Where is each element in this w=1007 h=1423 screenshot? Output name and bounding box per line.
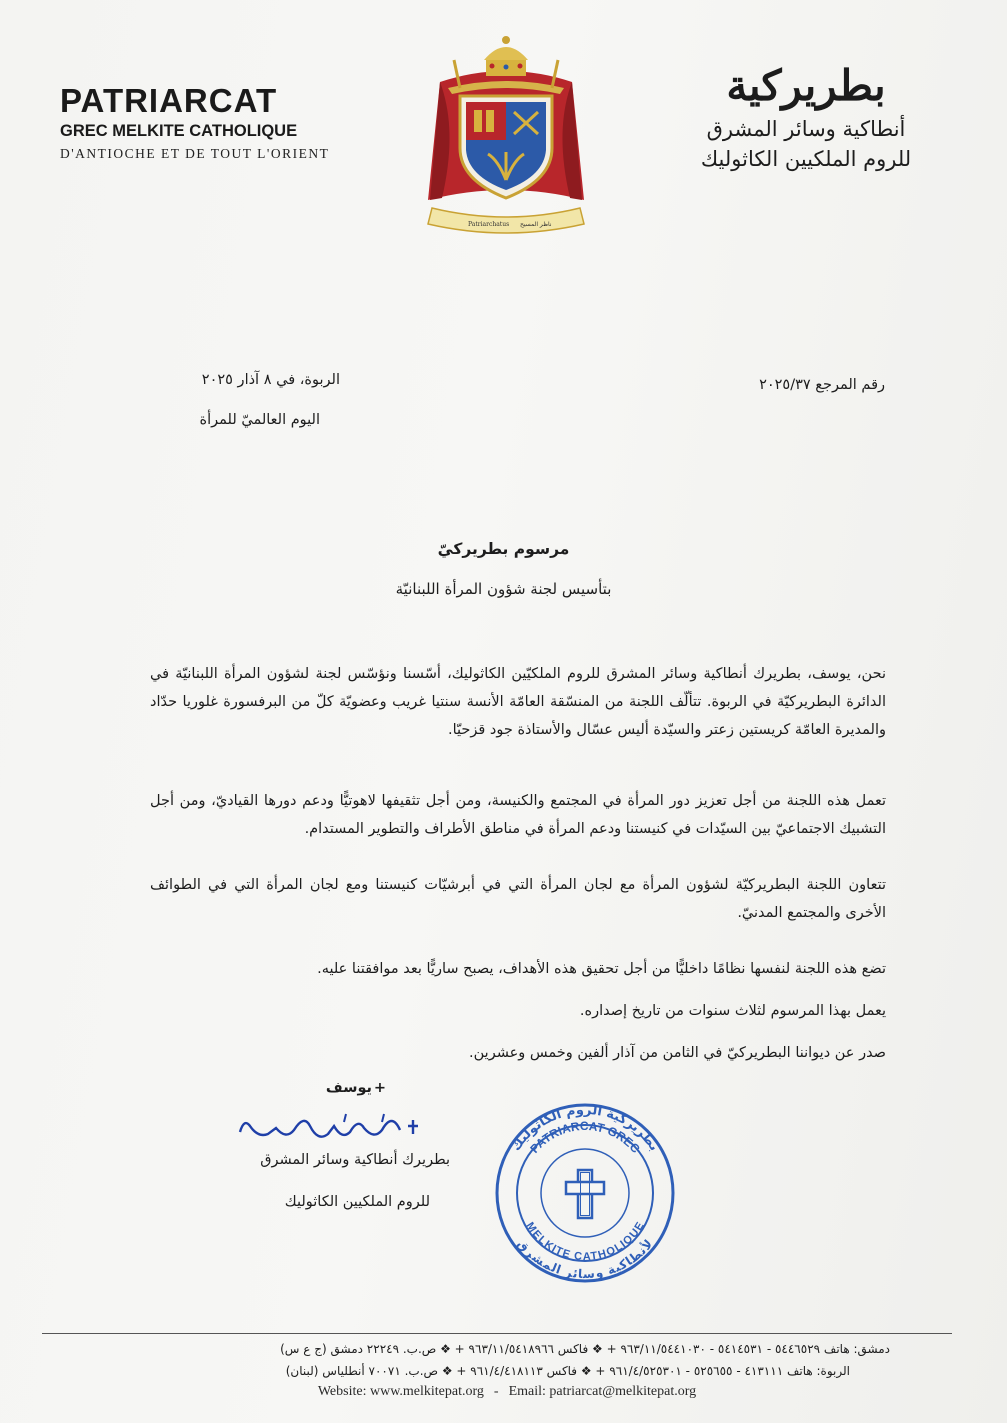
body-paragraph: تضع هذه اللجنة لنفسها نظامًا داخليًّا من أجل تحقيق هذه الأهداف، يصبح ساريًّا بعد موافقتنا عليه. [317, 961, 886, 977]
footer-email[interactable]: Email: patriarcat@melkitepat.org [508, 1384, 697, 1399]
header-left [60, 82, 350, 162]
signature-plus: + [373, 1080, 386, 1096]
header-left-line3: D'ANTIOCHE ET DE TOUT L'ORIENT [60, 146, 330, 161]
stamp-outer-top: بطريركية الروم الكاثوليك [508, 1102, 662, 1154]
coat-of-arms-icon [418, 30, 594, 240]
body-paragraph: نحن، يوسف، بطريرك أنطاكية وسائر المشرق للروم الملكيّين الكاثوليك، أسّسنا ونؤسّس لجنة لشؤون المرأة اللبنانيّة في الدائرة البطريركيّة في الربوة. تتألّف اللجنة من المنسّقة العامّة الأنسة سنتيا غريب وعضويّة كلّ من البرفسورة غلوريا حدّاد والمديرة العامّة كريستين زعتر والسيّدة أليس عسّال والأستاذة جود قزحيّا. [150, 666, 886, 738]
decree-title: مرسوم بطريركيّ [437, 540, 570, 558]
footer-separator: - [493, 1384, 499, 1399]
reference-number: رقم المرجع ٢٠٢٥/٣٧ [759, 377, 885, 393]
header-right-line2: أنطاكية وسائر المشرق [706, 117, 906, 141]
stamp-inner-bottom: MELKITE CATHOLIQUE [523, 1220, 647, 1264]
body-paragraph: تتعاون اللجنة البطريركيّة لشؤون المرأة مع لجان المرأة التي في أبرشيّات كنيستنا ومع لجان المرأة التي في الطوائف الأخرى والمجتمع المدنيّ. [150, 877, 886, 921]
cross-icon [566, 1170, 604, 1218]
header-left-line2: GREC MELKITE CATHOLIQUE [60, 122, 298, 140]
footer-contact [262, 1384, 752, 1400]
handwritten-signature [232, 1104, 428, 1154]
decree-subtitle: بتأسيس لجنة شؤون المرأة اللبنانيّة [395, 580, 612, 598]
header-right-line3: للروم الملكيين الكاثوليك [700, 147, 912, 171]
body-paragraph: يعمل بهذا المرسوم لثلاث سنوات من تاريخ إصداره. [579, 1003, 886, 1019]
stamp-inner-top: PATRIARCAT GREC [527, 1118, 643, 1156]
header-right [690, 60, 922, 174]
header-left-line1: PATRIARCAT [60, 82, 278, 119]
header-right-line1: بطريركية [726, 61, 886, 110]
coat-motto-right: ناظر المسيح [520, 221, 552, 228]
footer-rabweh: الربوة: هاتف ٤١٣١١١ - ٥٢٥٦٥٥ - ٩٦١/٤/٥٢٥٣٠١ + ❖ فاكس ٩٦١/٤/٤١٨١١٣ + ❖ ص.ب. ٧٠٠٧١ أنطلياس (لبنان) [285, 1364, 850, 1378]
signature-title-line1: بطريرك أنطاكية وسائر المشرق [260, 1152, 450, 1168]
occasion: اليوم العالميّ للمرأة [199, 412, 320, 428]
footer-damascus: دمشق: هاتف ٥٤٤٦٥٢٩ - ٥٤١٤٥٣١ - ٩٦٣/١١/٥٤٤١٠٣٠ + ❖ فاكس ٩٦٣/١١/٥٤١٨٩٦٦ + ❖ ص.ب. ٢٢٢٤٩ دمشق (ج ع س) [280, 1342, 890, 1356]
footer-divider [42, 1333, 952, 1334]
signature-title-line2: للروم الملكيين الكاثوليك [284, 1194, 430, 1210]
body-paragraph: تعمل هذه اللجنة من أجل تعزيز دور المرأة في المجتمع والكنيسة، ومن أجل تثقيفها لاهوتيًّا ودعم دورها القياديّ، ومن أجل التشبيك الاجتماعيّ بين السيّدات في كنيستنا ودعم المرأة في مناطق الأطراف والتطوير المستدام. [150, 793, 886, 837]
stamp-outer-bottom: لأنطاكية وسائر المشرق [514, 1236, 656, 1282]
patriarchate-stamp [492, 1100, 678, 1286]
place-date: الربوة، في ٨ آذار ٢٠٢٥ [201, 372, 340, 388]
footer-website[interactable]: Website: www.melkitepat.org [317, 1384, 484, 1399]
signature-name: يوسف [325, 1080, 372, 1096]
coat-motto-left: Patriarchatus [468, 221, 510, 228]
body-paragraph: صدر عن ديواننا البطريركيّ في الثامن من آذار ألفين وخمس وعشرين. [469, 1045, 886, 1061]
